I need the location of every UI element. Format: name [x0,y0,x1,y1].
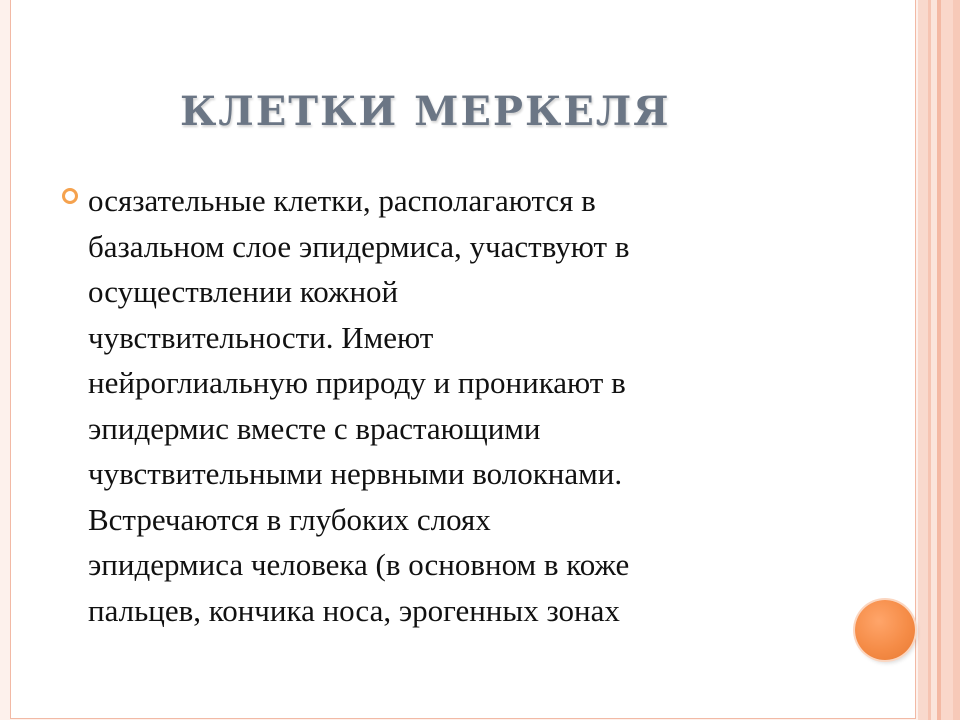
bullet-text-line: базальном слое эпидермиса, участвуют в [88,228,630,264]
ring-bullet-icon [62,188,78,204]
bullet-text-line: нейроглиальную природу и проникают в [88,365,626,400]
slide-title: КЛЕТКИ МЕРКЕЛЯ [180,88,671,135]
decorative-stripe [953,0,960,720]
bullet-text-line: эпидермис вместе с врастающими [88,410,541,446]
bullet-text [88,178,848,633]
decorative-stripe [918,0,928,720]
bullet-text-line: чувствительными нервными волокнами. [88,456,623,491]
bullet-text-line: чувствительности. Имеют [88,319,434,355]
bullet-text-line: осязательные клетки, располагаются в [88,183,596,218]
bullet-text-line: пальцев, кончика носа, эрогенных зонах [88,592,620,628]
bullet-text-line: осуществлении кожной [88,274,399,309]
decorative-circle [855,600,915,660]
bullet-text-line: Встречаются в глубоких слоях [88,501,491,537]
bullet-text-line: эпидермиса человека (в основном в коже [88,547,630,582]
decorative-stripe [941,0,953,720]
